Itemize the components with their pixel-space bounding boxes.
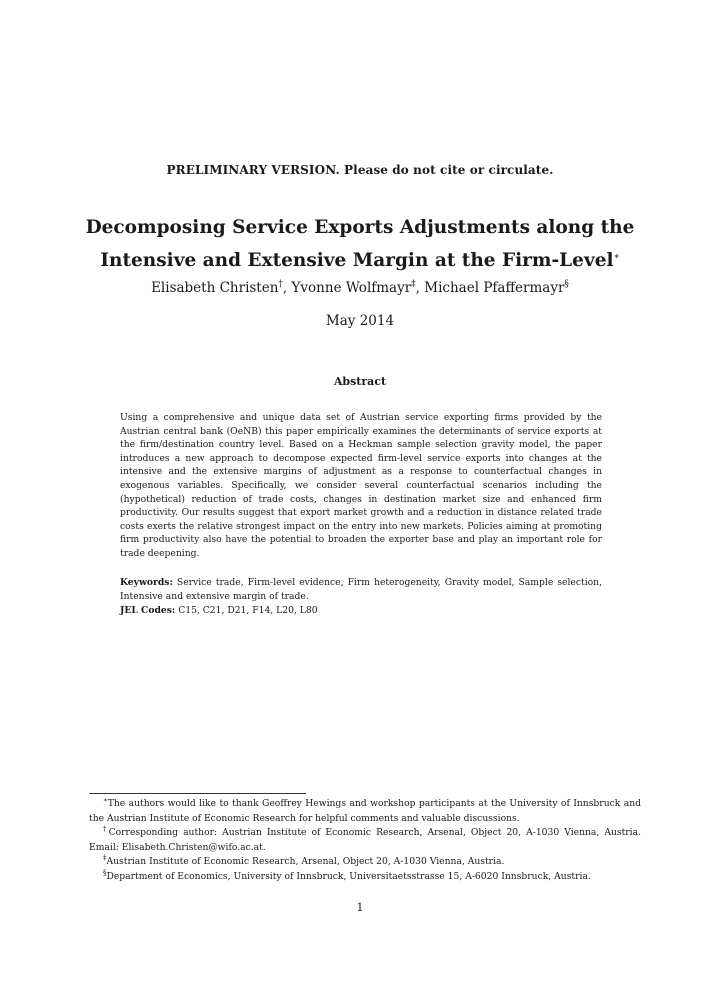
footnote-text: Corresponding author: Austrian Institute of Economic Research, Arsenal, Object 20, A-1030 Vienna, Austria. Email: Elisabeth.Christen@wifo.ac.at.	[89, 827, 642, 853]
footnotes	[89, 797, 641, 884]
title-text: Decomposing Service Exports Adjustments along the Intensive and Extensive Margin at the Firm-Level	[85, 217, 635, 271]
author-name: Yvonne Wolfmayr	[291, 280, 412, 296]
footnote-text: Department of Economics, University of Innsbruck, Universitaetsstrasse 15, A-6020 Innsbruck, Austria.	[106, 870, 591, 882]
footnote-mark: §	[103, 868, 107, 877]
abstract-heading: Abstract	[333, 375, 387, 388]
paper-title	[60, 211, 660, 277]
author-list: Elisabeth Christen†, Yvonne Wolfmayr‡, Michael Pfaffermayr§	[151, 279, 569, 296]
jel-text: C15, C21, D21, F14, L20, L80	[178, 605, 318, 616]
jel-label: JEL Codes:	[120, 605, 176, 616]
footnote-mark: ‡	[103, 853, 107, 862]
keywords-label: Keywords:	[120, 577, 173, 588]
title-footnote-mark: ∗	[613, 251, 620, 262]
footnote	[89, 797, 641, 826]
author-footnote-mark: ‡	[411, 279, 416, 290]
footnote	[89, 826, 641, 855]
footnote-text: Austrian Institute of Economic Research, Arsenal, Object 20, A-1030 Vienna, Austria.	[106, 856, 505, 867]
footnote	[89, 870, 641, 885]
footnote-mark: †	[103, 824, 109, 833]
footnote-text: The authors would like to thank Geoffrey Hewings and workshop participants at the University of Innsbruck and the Austrian Institute of Economic Research for helpful comments and valuable discussions.	[89, 798, 641, 824]
author-footnote-mark: §	[564, 279, 569, 290]
keywords	[120, 576, 602, 603]
footnote-mark: ∗	[103, 795, 108, 804]
jel-codes	[120, 604, 602, 618]
author-name: Michael Pfaffermayr	[424, 280, 565, 296]
keywords-text: Service trade, Firm-level evidence, Firm heterogeneity, Gravity model, Sample selection, Intensive and extensive margin of trade.	[120, 577, 602, 602]
footnote	[89, 855, 641, 870]
paper-date: May 2014	[325, 313, 395, 329]
author-footnote-mark: †	[278, 279, 283, 290]
page-number: 1	[356, 901, 364, 914]
abstract-body: Using a comprehensive and unique data set of Austrian service exporting firms provided by the Austrian central bank (OeNB) this paper empirically examines the determinants of service exports at the firm/destination country level. Based on a Heckman sample selection gravity model, the paper introduces a new approach to decompose expected firm-level service exports into changes at the intensive and the extensive margins of adjustment as a response to counterfactual changes in exogenous variables. Specifically, we consider several counterfactual scenarios including the (hypothetical) reduction of trade costs, changes in destination market size and enhanced firm productivity. Our results suggest that export market growth and a reduction in distance related trade costs exerts the relative strongest impact on the entry into new markets. Policies aiming at promoting firm productivity also have the potential to broaden the exporter base and play an important role for trade deepening.	[120, 412, 602, 559]
footnote-divider	[89, 793, 306, 794]
author-name: Elisabeth Christen	[151, 280, 279, 296]
preliminary-notice: PRELIMINARY VERSION. Please do not cite or circulate.	[166, 163, 554, 177]
